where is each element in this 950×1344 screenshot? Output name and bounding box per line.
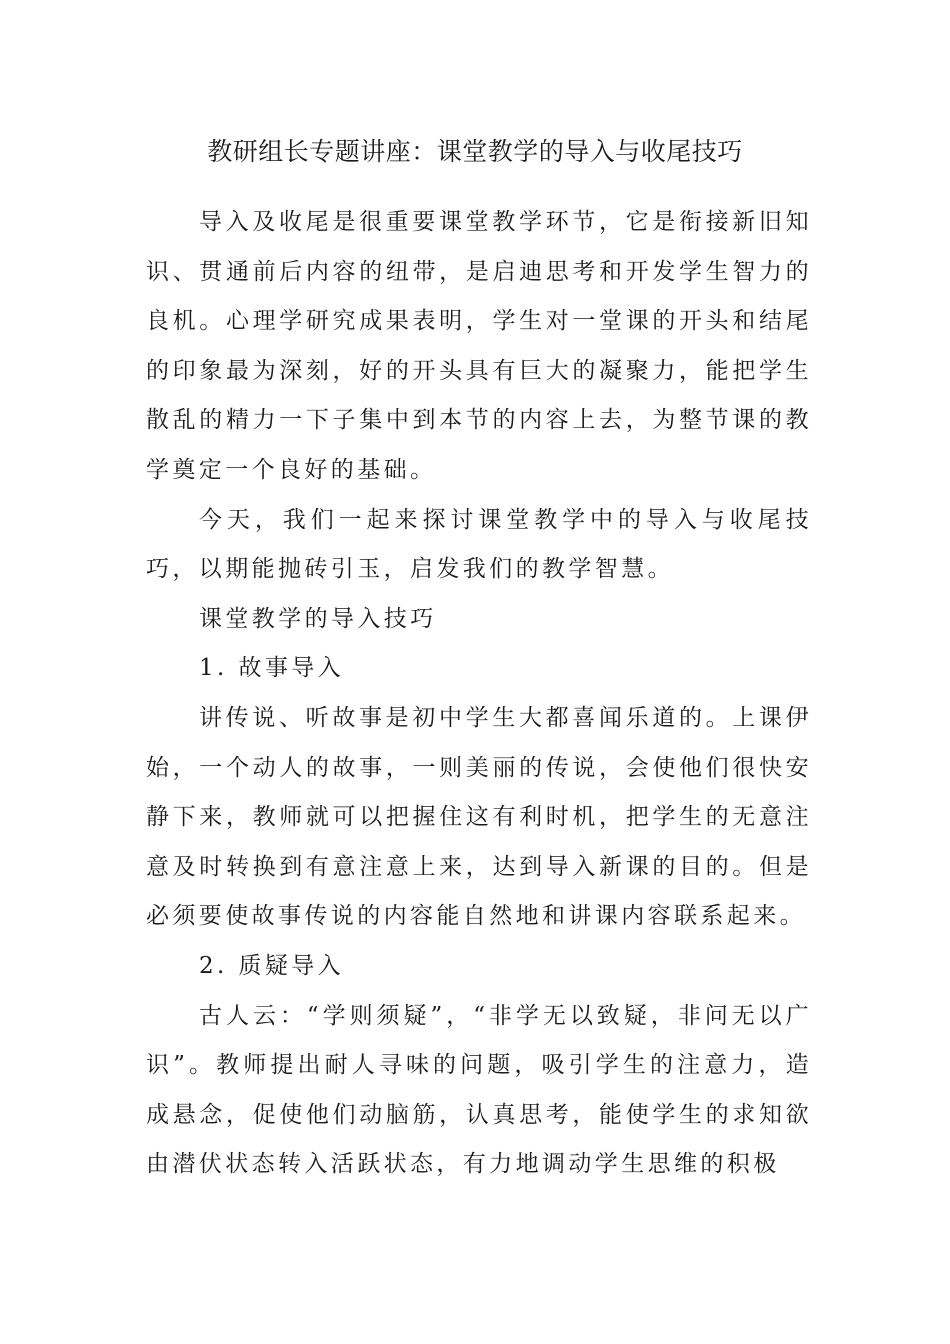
subheading-story-intro: 1. 故事导入 bbox=[199, 655, 345, 682]
document-title: 教研组长专题讲座：课堂教学的导入与收尾技巧 bbox=[207, 137, 743, 166]
subheading-question-intro: 2. 质疑导入 bbox=[199, 952, 345, 979]
paragraph-question-intro: 古人云：“学则须疑”，“非学无以致疑，非问无以广识”。教师提出耐人寻味的问题，吸引学生的注意力，造成悬念，促使他们动脑筋，认真思考，能使学生的求知欲由潜伏状态转入活跃状态，有力地调动学生思维的积极 bbox=[146, 1002, 812, 1178]
paragraph-story-intro: 讲传说、听故事是初中学生大都喜闻乐道的。上课伊始，一个动人的故事，一则美丽的传说，会使他们很快安静下来，教师就可以把握住这有利时机，把学生的无意注意及时转换到有意注意上来，达到导入新课的目的。但是必须要使故事传说的内容能自然地和讲课内容联系起来。 bbox=[146, 704, 812, 930]
document-body bbox=[146, 198, 812, 1190]
paragraph-intro: 导入及收尾是很重要课堂教学环节，它是衔接新旧知识、贯通前后内容的纽带，是启迪思考和开发学生智力的良机。心理学研究成果表明，学生对一堂课的开头和结尾的印象最为深刻，好的开头具有巨大的凝聚力，能把学生散乱的精力一下子集中到本节的内容上去，为整节课的教学奠定一个良好的基础。 bbox=[146, 209, 812, 483]
paragraph-today: 今天，我们一起来探讨课堂教学中的导入与收尾技巧，以期能抛砖引玉，启发我们的教学智慧。 bbox=[146, 506, 812, 583]
section-heading-intro-techniques: 课堂教学的导入技巧 bbox=[199, 605, 437, 632]
